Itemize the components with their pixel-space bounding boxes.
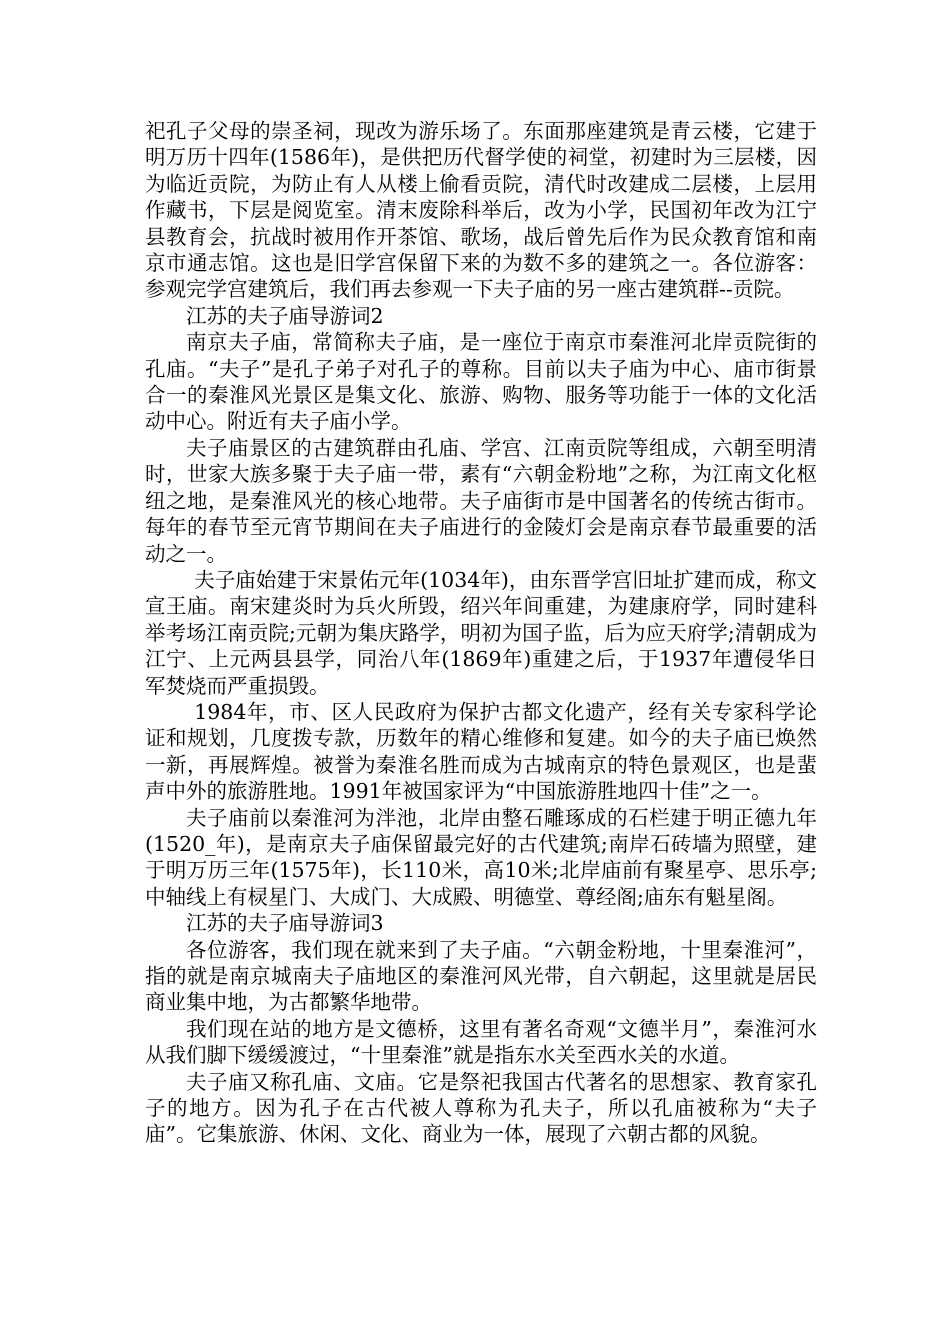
paragraph: 夫子庙景区的古建筑群由孔庙、学宫、江南贡院等组成，六朝至明清时，世家大族多聚于夫子庙一带，素有“六朝金粉地”之称，为江南文化枢纽之地，是秦淮风光的核心地带。夫子庙街市是中国著名的传统古街市。每年的春节至元宵节期间在夫子庙进行的金陵灯会是南京春节最重要的活动之一。 xyxy=(145,435,817,566)
paragraph-continuation: 祀孔子父母的崇圣祠，现改为游乐场了。东面那座建筑是青云楼，它建于明万历十四年(1586年)，是供把历代督学使的祠堂，初建时为三层楼，因为临近贡院，为防止有人从楼上偷看贡院，清代时改建成二层楼，上层用作藏书，下层是阅览室。清末废除科举后，改为小学，民国初年改为江宁县教育会，抗战时被用作开茶馆、歌场，战后曾先后作为民众教育馆和南京市通志馆。这也是旧学宫保留下来的为数不多的建筑之一。各位游客：参观完学宫建筑后，我们再去参观一下夫子庙的另一座古建筑群--贡院。 xyxy=(145,119,817,302)
paragraph: 夫子庙前以秦淮河为泮池，北岸由整石雕琢成的石栏建于明正德九年(1520_年)，是南京夫子庙保留最完好的古代建筑;南岸石砖墙为照壁，建于明万历三年(1575年)，长110米，高10米;北岸庙前有聚星亭、思乐亭;中轴线上有棂星门、大成门、大成殿、明德堂、尊经阁;庙东有魁星阁。 xyxy=(145,805,817,909)
paragraph: 夫子庙又称孔庙、文庙。它是祭祀我国古代著名的思想家、教育家孔子的地方。因为孔子在古代被人尊称为孔夫子，所以孔庙被称为“夫子庙”。它集旅游、休闲、文化、商业为一体，展现了六朝古都的风貌。 xyxy=(145,1069,817,1147)
paragraph: 我们现在站的地方是文德桥，这里有著名奇观“文德半月”，秦淮河水从我们脚下缓缓渡过，“十里秦淮”就是指东水关至西水关的水道。 xyxy=(145,1016,817,1068)
paragraph: 1984年，市、区人民政府为保护古都文化遗产，经有关专家科学论证和规划，几度拨专款，历数年的精心维修和复建。如今的夫子庙已焕然一新，再展辉煌。被誉为秦淮名胜而成为古城南京的特色景观区，也是蜚声中外的旅游胜地。1991年被国家评为“中国旅游胜地四十佳”之一。 xyxy=(145,699,817,804)
document-body xyxy=(145,118,817,1148)
paragraph: 各位游客，我们现在就来到了夫子庙。“六朝金粉地，十里秦淮河”，指的就是南京城南夫子庙地区的秦淮河风光带，自六朝起，这里就是居民商业集中地，为古都繁华地带。 xyxy=(145,937,817,1015)
section-heading-3: 江苏的夫子庙导游词3 xyxy=(186,911,384,936)
paragraph: 夫子庙始建于宋景佑元年(1034年)，由东晋学宫旧址扩建而成，称文宣王庙。南宋建炎时为兵火所毁，绍兴年间重建，为建康府学，同时建科举考场江南贡院;元朝为集庆路学，明初为国子监，后为应天府学;清朝成为江宁、上元两县县学，同治八年(1869年)重建之后，于1937年遭侵华日军焚烧而严重损毁。 xyxy=(145,567,817,698)
section-heading-2: 江苏的夫子庙导游词2 xyxy=(186,303,384,328)
paragraph: 南京夫子庙，常简称夫子庙，是一座位于南京市秦淮河北岸贡院街的孔庙。“夫子”是孔子弟子对孔子的尊称。目前以夫子庙为中心、庙市街景合一的秦淮风光景区是集文化、旅游、购物、服务等功能于一体的文化活动中心。附近有夫子庙小学。 xyxy=(145,330,817,434)
